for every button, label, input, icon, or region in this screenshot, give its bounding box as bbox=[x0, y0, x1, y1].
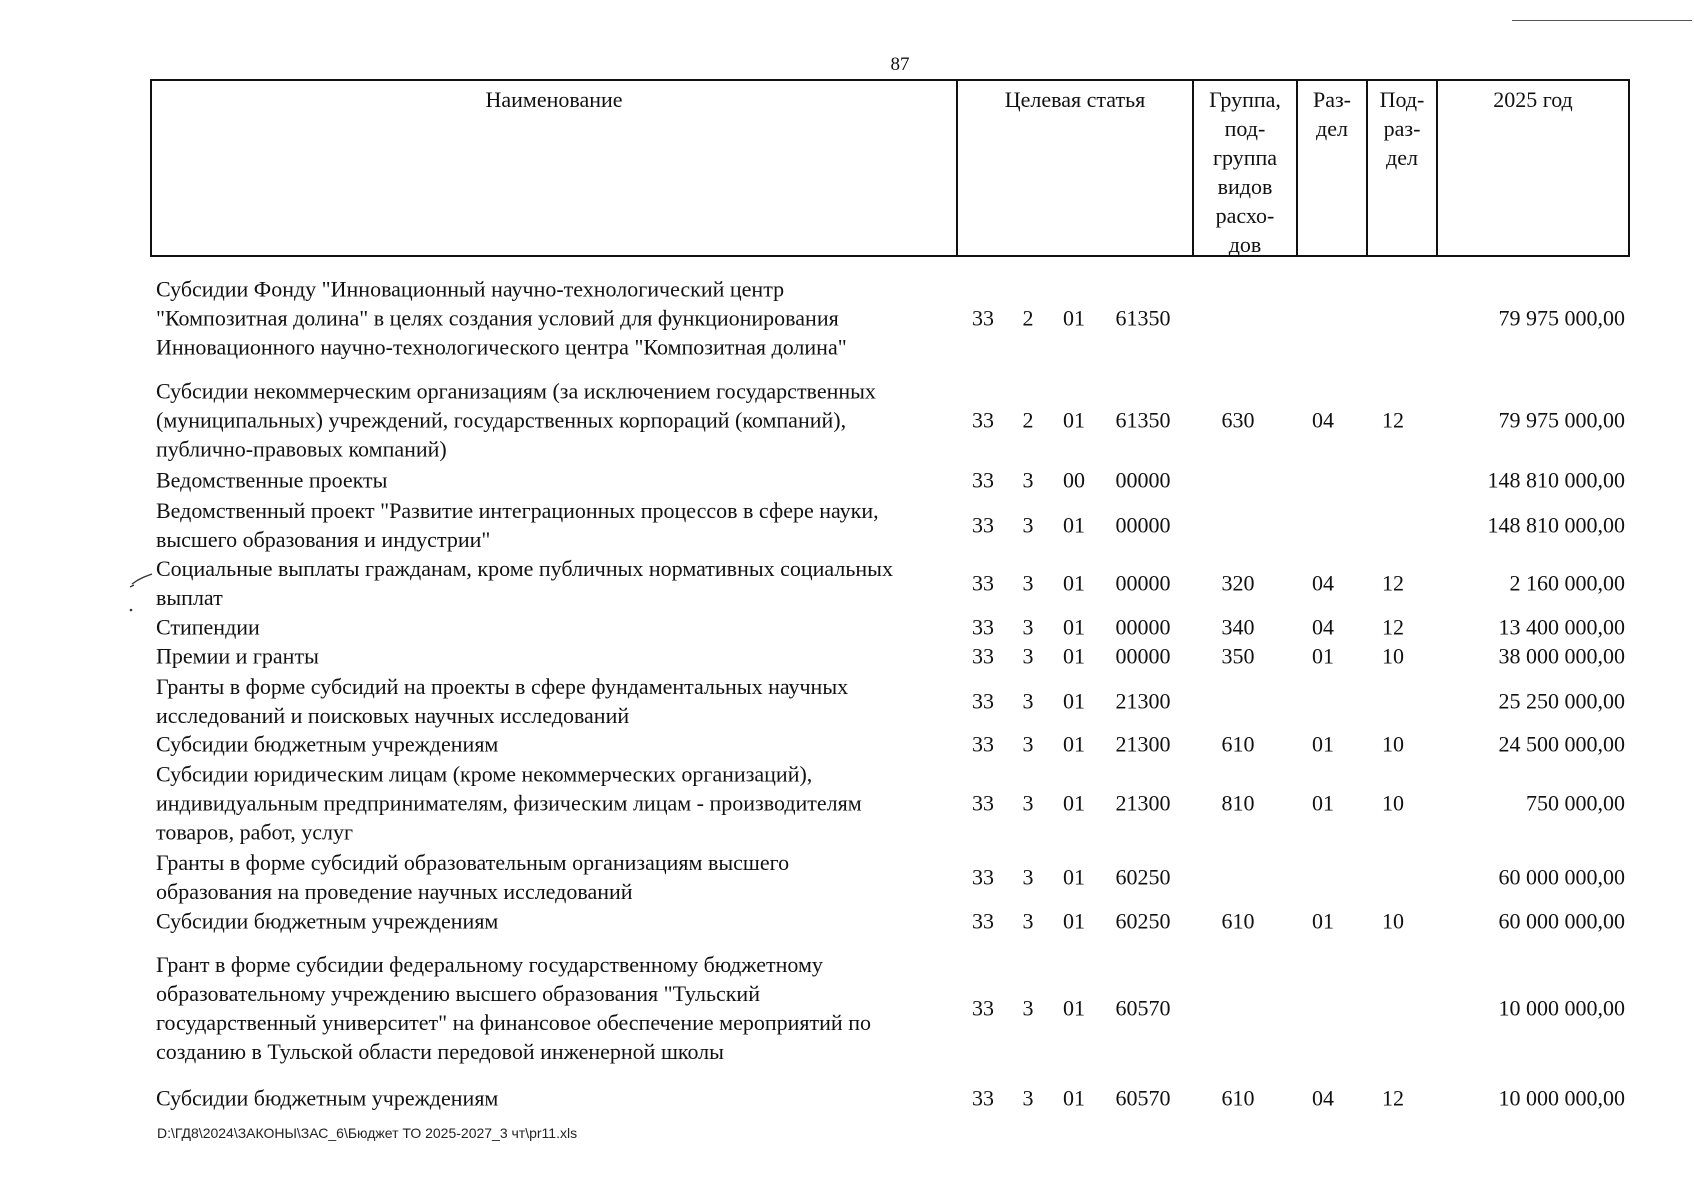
row-name: Грант в форме субсидии федеральному государственному бюджетному образовательному учреждению высшего образования "Тульский государственный университет" на финансовое обеспечение мероприятий по созданию в Тульской области передовой инженерной школы bbox=[156, 952, 871, 1064]
target-code-4: 21300 bbox=[1115, 790, 1171, 816]
table-header bbox=[150, 79, 1630, 257]
target-code-3: 01 bbox=[1063, 995, 1085, 1021]
row-name: Социальные выплаты гражданам, кроме публичных нормативных социальных выплат bbox=[156, 556, 893, 610]
target-code-4: 60250 bbox=[1115, 864, 1171, 890]
header-group: Группа, под- группа видов расхо- дов bbox=[1192, 81, 1296, 255]
row-name: Субсидии бюджетным учреждениям bbox=[156, 731, 499, 757]
target-code-2: 3 bbox=[1022, 688, 1034, 714]
top-right-rule bbox=[1512, 20, 1692, 21]
target-code-4: 00000 bbox=[1115, 570, 1171, 596]
expense-group: 320 bbox=[1221, 570, 1255, 596]
header-subsection: Под- раз- дел bbox=[1366, 81, 1436, 255]
target-code-4: 61350 bbox=[1115, 305, 1171, 331]
target-code-2: 3 bbox=[1022, 864, 1034, 890]
amount-2025: 60 000 000,00 bbox=[1498, 908, 1625, 934]
table-row bbox=[150, 1083, 1630, 1113]
target-code-1: 33 bbox=[972, 407, 994, 433]
target-code-2: 3 bbox=[1022, 570, 1034, 596]
target-code-2: 3 bbox=[1022, 1085, 1034, 1111]
target-code-1: 33 bbox=[972, 908, 994, 934]
target-code-2: 3 bbox=[1022, 643, 1034, 669]
target-code-3: 01 bbox=[1063, 614, 1085, 640]
target-code-2: 2 bbox=[1022, 305, 1034, 331]
target-code-1: 33 bbox=[972, 688, 994, 714]
target-code-1: 33 bbox=[972, 731, 994, 757]
target-code-3: 00 bbox=[1063, 467, 1085, 493]
amount-2025: 79 975 000,00 bbox=[1498, 407, 1625, 433]
table-row bbox=[150, 495, 1630, 555]
amount-2025: 24 500 000,00 bbox=[1498, 731, 1625, 757]
section-code: 01 bbox=[1312, 790, 1334, 816]
header-section: Раз- дел bbox=[1296, 81, 1366, 255]
row-name: Стипендии bbox=[156, 614, 260, 640]
target-code-2: 3 bbox=[1022, 995, 1034, 1021]
subsection-code: 12 bbox=[1382, 1085, 1404, 1111]
target-code-2: 3 bbox=[1022, 731, 1034, 757]
target-code-4: 00000 bbox=[1115, 643, 1171, 669]
target-code-4: 60570 bbox=[1115, 1085, 1171, 1111]
target-code-3: 01 bbox=[1063, 1085, 1085, 1111]
expense-group: 350 bbox=[1221, 643, 1255, 669]
header-name: Наименование bbox=[485, 87, 623, 112]
target-code-1: 33 bbox=[972, 1085, 994, 1111]
row-name: Субсидии некоммерческим организациям (за исключением государственных (муниципальных) учреждений, государственных корпораций (компаний), публично-правовых компаний) bbox=[156, 378, 876, 462]
target-code-3: 01 bbox=[1063, 643, 1085, 669]
section-code: 04 bbox=[1312, 407, 1334, 433]
page-number: 87 bbox=[890, 54, 910, 75]
target-code-3: 01 bbox=[1063, 864, 1085, 890]
target-code-4: 60570 bbox=[1115, 995, 1171, 1021]
target-code-4: 00000 bbox=[1115, 467, 1171, 493]
table-row bbox=[150, 671, 1630, 731]
target-code-2: 3 bbox=[1022, 467, 1034, 493]
section-code: 01 bbox=[1312, 643, 1334, 669]
file-path-footer: D:\ГД8\2024\ЗАКОНЫ\ЗАС_6\Бюджет ТО 2025-2027_3 чт\pr11.xls bbox=[157, 1125, 578, 1141]
row-name: Гранты в форме субсидий на проекты в сфере фундаментальных научных исследований и поисковых научных исследований bbox=[156, 674, 849, 728]
target-code-4: 21300 bbox=[1115, 731, 1171, 757]
section-code: 01 bbox=[1312, 908, 1334, 934]
row-name: Субсидии бюджетным учреждениям bbox=[156, 1085, 499, 1111]
target-code-1: 33 bbox=[972, 467, 994, 493]
target-code-2: 3 bbox=[1022, 790, 1034, 816]
target-code-2: 3 bbox=[1022, 614, 1034, 640]
table-row bbox=[150, 465, 1630, 495]
target-code-1: 33 bbox=[972, 643, 994, 669]
row-name: Субсидии юридическим лицам (кроме некоммерческих организаций), индивидуальным предпринимателям, физическим лицам - производителям товаров, работ, услуг bbox=[156, 761, 862, 845]
expense-group: 610 bbox=[1221, 731, 1255, 757]
row-name: Премии и гранты bbox=[156, 643, 319, 669]
section-code: 04 bbox=[1312, 1085, 1334, 1111]
table-row bbox=[150, 641, 1630, 671]
amount-2025: 13 400 000,00 bbox=[1498, 614, 1625, 640]
target-code-1: 33 bbox=[972, 614, 994, 640]
table-row bbox=[150, 374, 1630, 466]
subsection-code: 10 bbox=[1382, 790, 1404, 816]
expense-group: 610 bbox=[1221, 1085, 1255, 1111]
row-name: Ведомственные проекты bbox=[156, 467, 388, 493]
expense-group: 810 bbox=[1221, 790, 1255, 816]
target-code-4: 00000 bbox=[1115, 614, 1171, 640]
row-name: Ведомственный проект "Развитие интеграционных процессов в сфере науки, высшего образования и индустрии" bbox=[156, 498, 879, 552]
target-code-4: 60250 bbox=[1115, 908, 1171, 934]
target-code-4: 61350 bbox=[1115, 407, 1171, 433]
section-code: 01 bbox=[1312, 731, 1334, 757]
amount-2025: 79 975 000,00 bbox=[1498, 305, 1625, 331]
header-target-article: Целевая статья bbox=[956, 81, 1192, 255]
table-row bbox=[150, 612, 1630, 642]
subsection-code: 12 bbox=[1382, 570, 1404, 596]
subsection-code: 10 bbox=[1382, 643, 1404, 669]
section-code: 04 bbox=[1312, 614, 1334, 640]
amount-2025: 38 000 000,00 bbox=[1498, 643, 1625, 669]
target-code-2: 3 bbox=[1022, 908, 1034, 934]
section-code: 04 bbox=[1312, 570, 1334, 596]
expense-group: 340 bbox=[1221, 614, 1255, 640]
expense-group: 610 bbox=[1221, 908, 1255, 934]
amount-2025: 60 000 000,00 bbox=[1498, 864, 1625, 890]
header-year: 2025 год bbox=[1436, 81, 1628, 255]
subsection-code: 10 bbox=[1382, 908, 1404, 934]
target-code-2: 3 bbox=[1022, 512, 1034, 538]
amount-2025: 10 000 000,00 bbox=[1498, 995, 1625, 1021]
target-code-3: 01 bbox=[1063, 731, 1085, 757]
table-row bbox=[150, 948, 1630, 1068]
target-code-3: 01 bbox=[1063, 908, 1085, 934]
target-code-4: 21300 bbox=[1115, 688, 1171, 714]
table-row bbox=[150, 759, 1630, 847]
subsection-code: 10 bbox=[1382, 731, 1404, 757]
row-name: Субсидии Фонду "Инновационный научно-технологический центр "Композитная долина" в целях создания условий для функционирования Инновационного научно-технологического центра "Композитная долина" bbox=[156, 276, 847, 360]
target-code-2: 2 bbox=[1022, 407, 1034, 433]
target-code-3: 01 bbox=[1063, 688, 1085, 714]
amount-2025: 750 000,00 bbox=[1526, 790, 1625, 816]
target-code-4: 00000 bbox=[1115, 512, 1171, 538]
target-code-1: 33 bbox=[972, 864, 994, 890]
target-code-1: 33 bbox=[972, 570, 994, 596]
target-code-1: 33 bbox=[972, 995, 994, 1021]
amount-2025: 2 160 000,00 bbox=[1509, 570, 1625, 596]
target-code-3: 01 bbox=[1063, 790, 1085, 816]
target-code-1: 33 bbox=[972, 305, 994, 331]
table-row bbox=[150, 906, 1630, 936]
table-row bbox=[150, 272, 1630, 364]
target-code-3: 01 bbox=[1063, 512, 1085, 538]
table-row bbox=[150, 729, 1630, 759]
table-row bbox=[150, 847, 1630, 907]
target-code-1: 33 bbox=[972, 512, 994, 538]
row-name: Субсидии бюджетным учреждениям bbox=[156, 908, 499, 934]
table-row bbox=[150, 553, 1630, 613]
amount-2025: 148 810 000,00 bbox=[1487, 512, 1625, 538]
target-code-1: 33 bbox=[972, 790, 994, 816]
amount-2025: 25 250 000,00 bbox=[1498, 688, 1625, 714]
target-code-3: 01 bbox=[1063, 407, 1085, 433]
subsection-code: 12 bbox=[1382, 614, 1404, 640]
amount-2025: 148 810 000,00 bbox=[1487, 467, 1625, 493]
target-code-3: 01 bbox=[1063, 570, 1085, 596]
amount-2025: 10 000 000,00 bbox=[1498, 1085, 1625, 1111]
expense-group: 630 bbox=[1221, 407, 1255, 433]
row-name: Гранты в форме субсидий образовательным организациям высшего образования на проведение научных исследований bbox=[156, 850, 790, 904]
pen-mark-icon bbox=[128, 568, 162, 618]
subsection-code: 12 bbox=[1382, 407, 1404, 433]
target-code-3: 01 bbox=[1063, 305, 1085, 331]
